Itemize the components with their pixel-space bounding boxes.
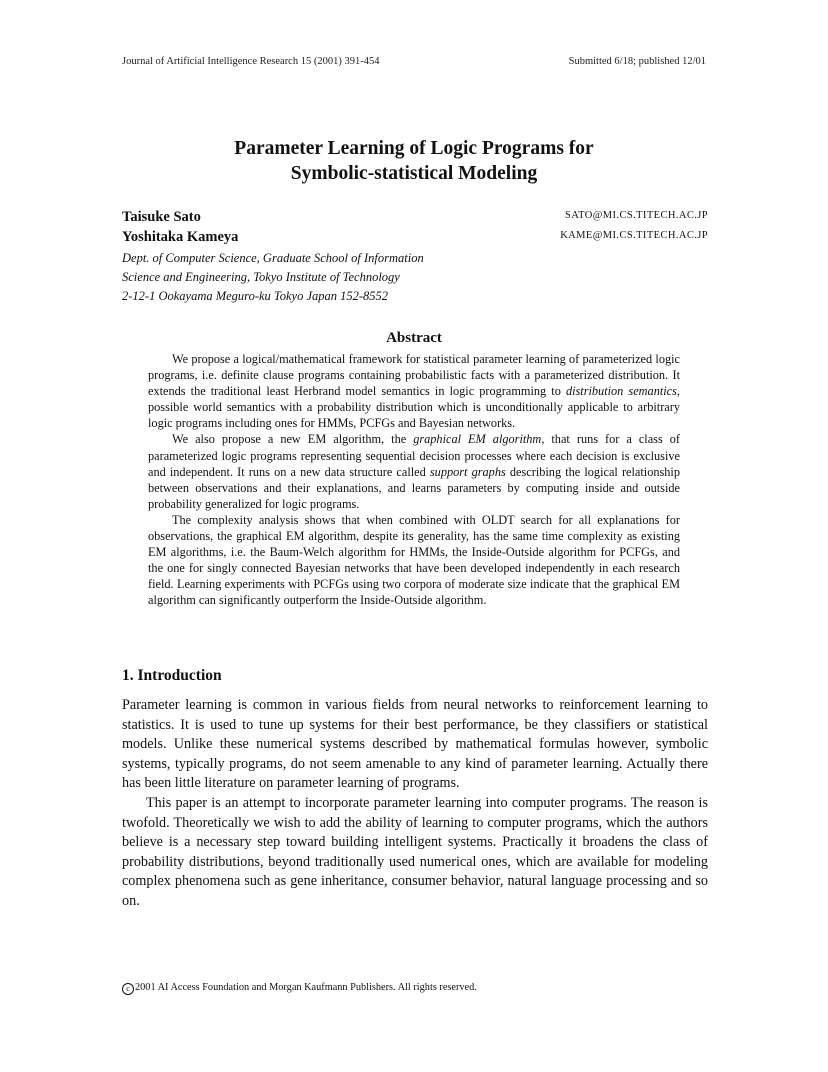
title-line-2: Symbolic-statistical Modeling <box>290 163 538 184</box>
abstract-paragraph: We also propose a new EM algorithm, the graphical EM algorithm, that runs for a class of parameterized logic programs representing sequential decision processes where each decision is exclusive and independent. It runs on a new data structure called support graphs describing the logical relationship between observations and their explanations, and learns parameters by computing inside and outside probability generalized for logic programs. <box>148 432 680 511</box>
title-line-1: Parameter Learning of Logic Programs for <box>234 138 594 159</box>
emphasis: support graphs <box>429 464 506 479</box>
copyright-icon: c <box>122 983 134 995</box>
affiliation-line: Dept. of Computer Science, Graduate School of Information <box>122 251 424 265</box>
author-name: Yoshitaka Kameya <box>122 229 239 245</box>
abstract-heading: Abstract <box>386 330 442 346</box>
abstract-body <box>148 351 680 609</box>
submission-dates: Submitted 6/18; published 12/01 <box>568 56 706 67</box>
body-paragraph: Parameter learning is common in various fields from neural networks to reinforcement learning to statistics. It is used to tune up systems for their best performance, be they classifiers or statistical models. Unlike these numerical systems described by mathematical formulas however, symbolic systems, typically programs, do not seem amenable to any kind of parameter learning. Actually there has been little literature on parameter learning of programs. <box>122 697 708 792</box>
body-paragraph: This paper is an attempt to incorporate parameter learning into computer programs. The reason is twofold. Theoretically we wish to add the ability of learning to computer programs, which the authors believe is a necessary step toward building intelligent systems. Practically it broadens the class of probability distributions, beyond traditionally used numerical ones, which are available for modeling complex phenomena such as gene inheritance, consumer behavior, natural language processing and so on. <box>122 794 708 909</box>
author-row <box>122 228 708 248</box>
author-row <box>122 208 708 228</box>
abstract-paragraph: We propose a logical/mathematical framework for statistical parameter learning of parameterized logic programs, i.e. definite clause programs containing probabilistic facts with a parameterized distribution. It extends the traditional least Herbrand model semantics in logic programming to distribution semantics, possible world semantics with a probability distribution which is unconditionally applicable to arbitrary logic programs including ones for HMMs, PCFGs and Bayesian networks. <box>148 352 680 431</box>
emphasis: graphical EM algorithm <box>413 432 542 447</box>
author-block <box>122 208 708 306</box>
affiliation-line: Science and Engineering, Tokyo Institute of Technology <box>122 270 400 284</box>
author-email[interactable]: KAME@MI.CS.TITECH.AC.JP <box>560 230 708 241</box>
author-email[interactable]: SATO@MI.CS.TITECH.AC.JP <box>565 210 708 221</box>
copyright-text: 2001 AI Access Foundation and Morgan Kaufmann Publishers. All rights reserved. <box>135 982 477 993</box>
running-header <box>122 56 706 67</box>
abstract-paragraph: The complexity analysis shows that when combined with OLDT search for all explanations for observations, the graphical EM algorithm, despite its generality, has the same time complexity as existing EM algorithms, i.e. the Baum-Welch algorithm for HMMs, the Inside-Outside algorithm for PCFGs, and the one for singly connected Bayesian networks that have been developed independently in each research field. Learning experiments with PCFGs using two corpora of moderate size indicate that the graphical EM algorithm can significantly outperform the Inside-Outside algorithm. <box>148 512 680 608</box>
affiliation-line: 2-12-1 Ookayama Meguro-ku Tokyo Japan 152-8552 <box>122 289 389 303</box>
copyright-footer <box>122 982 477 995</box>
paper-title <box>0 136 828 186</box>
affiliation <box>122 249 708 306</box>
author-name: Taisuke Sato <box>122 209 201 225</box>
journal-citation: Journal of Artificial Intelligence Research 15 (2001) 391-454 <box>122 56 380 67</box>
section-heading: 1. Introduction <box>122 667 222 684</box>
emphasis: distribution semantics <box>565 384 677 399</box>
section-body <box>122 696 708 912</box>
